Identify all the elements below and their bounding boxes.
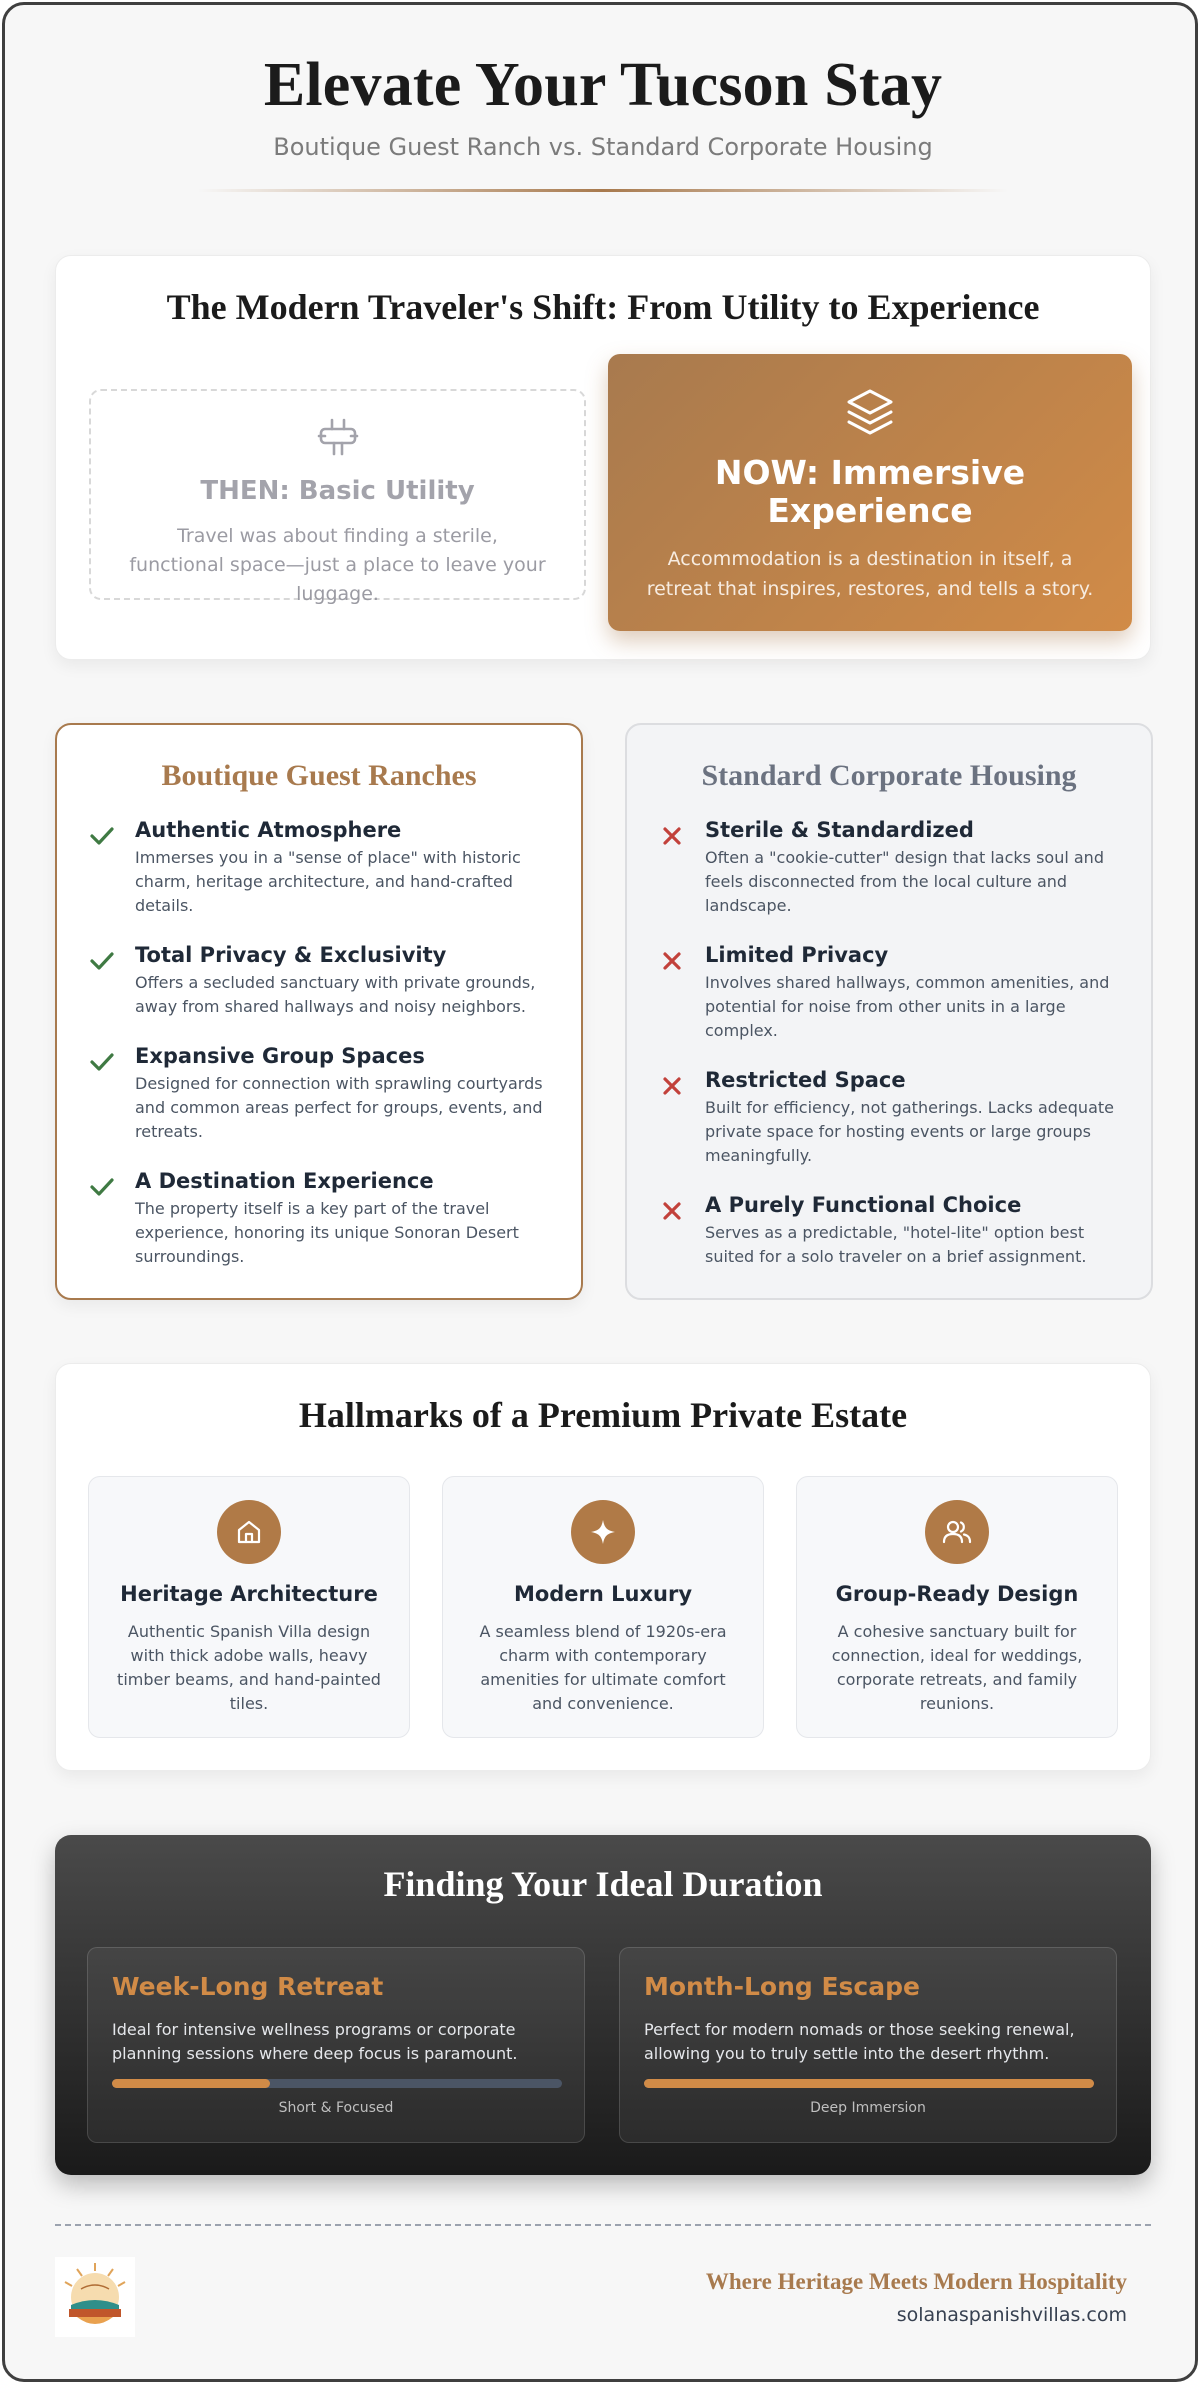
shift-section xyxy=(55,255,1151,660)
corporate-title: Standard Corporate Housing xyxy=(701,759,1077,792)
hallmark-desc: Authentic Spanish Villa design with thick adobe walls, heavy timber beams, and hand-painted tiles. xyxy=(117,1622,381,1713)
corporate-item-desc: Often a "cookie-cutter" design that lacks soul and feels disconnected from the local culture and landscape. xyxy=(705,848,1104,915)
hallmarks-title: Hallmarks of a Premium Private Estate xyxy=(298,1395,908,1435)
corporate-item xyxy=(659,817,1121,918)
boutique-list xyxy=(89,817,551,1293)
page-title: Elevate Your Tucson Stay xyxy=(263,51,943,119)
check-icon xyxy=(89,1049,115,1075)
hallmarks-section xyxy=(55,1363,1151,1771)
corporate-item xyxy=(659,1192,1121,1269)
page-subtitle: Boutique Guest Ranch vs. Standard Corporate Housing xyxy=(273,133,933,161)
boutique-card xyxy=(55,723,583,1300)
now-card xyxy=(608,354,1132,631)
users-icon xyxy=(941,1516,973,1548)
cross-icon xyxy=(659,1073,685,1099)
hallmark-card xyxy=(796,1476,1118,1738)
hallmark-icon-circle xyxy=(925,1500,989,1564)
cross-icon xyxy=(659,1198,685,1224)
boutique-item xyxy=(89,1168,551,1269)
corporate-list xyxy=(659,817,1121,1293)
header xyxy=(5,50,1200,192)
duration-card xyxy=(619,1947,1117,2143)
duration-card-desc: Perfect for modern nomads or those seeking renewal, allowing you to truly settle into the desert rhythm. xyxy=(644,2020,1075,2063)
boutique-item xyxy=(89,817,551,918)
corporate-card xyxy=(625,723,1153,1300)
corporate-item-desc: Built for efficiency, not gatherings. Lacks adequate private space for hosting events or large groups meaningfully. xyxy=(705,1098,1114,1165)
footer-tagline: Where Heritage Meets Modern Hospitality xyxy=(705,2269,1127,2294)
duration-card xyxy=(87,1947,585,2143)
boutique-item-desc: Offers a secluded sanctuary with private grounds, away from shared hallways and noisy neighbors. xyxy=(135,973,536,1016)
boutique-item-title: Expansive Group Spaces xyxy=(135,1044,425,1068)
duration-card-title: Month-Long Escape xyxy=(644,1972,920,2001)
corporate-item-title: Restricted Space xyxy=(705,1068,906,1092)
check-icon xyxy=(89,948,115,974)
boutique-item xyxy=(89,1043,551,1144)
footer-divider xyxy=(55,2224,1151,2226)
boutique-item xyxy=(89,942,551,1019)
solana-logo xyxy=(55,2257,135,2337)
footer-url: solanaspanishvillas.com xyxy=(896,2304,1127,2326)
hallmark-desc: A seamless blend of 1920s-era charm with contemporary amenities for ultimate comfort and convenience. xyxy=(479,1622,727,1713)
check-icon xyxy=(89,823,115,849)
corporate-item xyxy=(659,1067,1121,1168)
shift-title: The Modern Traveler's Shift: From Utility to Experience xyxy=(166,287,1040,327)
corporate-item xyxy=(659,942,1121,1043)
duration-bar-fill xyxy=(112,2079,270,2088)
hallmark-title: Heritage Architecture xyxy=(120,1582,378,1606)
boutique-item-desc: The property itself is a key part of the travel experience, honoring its unique Sonoran Desert surroundings. xyxy=(135,1199,519,1266)
page-frame xyxy=(2,2,1198,2382)
duration-bar xyxy=(644,2079,1094,2088)
duration-card-title: Week-Long Retreat xyxy=(112,1972,384,2001)
boutique-item-desc: Designed for connection with sprawling courtyards and common areas perfect for groups, events, and retreats. xyxy=(135,1074,543,1141)
hallmark-card xyxy=(88,1476,410,1738)
then-title: THEN: Basic Utility xyxy=(200,476,475,506)
corporate-item-desc: Involves shared hallways, common amenities, and potential for noise from other units in a large complex. xyxy=(705,973,1110,1040)
cross-icon xyxy=(659,948,685,974)
hallmark-card xyxy=(442,1476,764,1738)
corporate-item-desc: Serves as a predictable, "hotel-lite" option best suited for a solo traveler on a brief assignment. xyxy=(705,1223,1087,1266)
duration-bar-fill xyxy=(644,2079,1094,2088)
boutique-title: Boutique Guest Ranches xyxy=(161,759,477,792)
plug-icon xyxy=(315,416,361,462)
duration-card-desc: Ideal for intensive wellness programs or corporate planning sessions where deep focus is paramount. xyxy=(112,2020,518,2063)
boutique-item-title: Total Privacy & Exclusivity xyxy=(135,943,447,967)
hallmark-desc: A cohesive sanctuary built for connection, ideal for weddings, corporate retreats, and family reunions. xyxy=(831,1622,1083,1713)
now-desc: Accommodation is a destination in itself, a retreat that inspires, restores, and tells a story. xyxy=(646,548,1094,600)
hallmark-icon-circle xyxy=(217,1500,281,1564)
sparkle-icon xyxy=(588,1517,618,1547)
layers-icon xyxy=(844,386,896,438)
now-title: NOW: Immersive Experience xyxy=(714,453,1026,530)
duration-section xyxy=(55,1835,1151,2175)
corporate-item-title: Limited Privacy xyxy=(705,943,889,967)
duration-caption: Deep Immersion xyxy=(810,2100,926,2116)
boutique-item-desc: Immerses you in a "sense of place" with historic charm, heritage architecture, and hand-crafted details. xyxy=(135,848,521,915)
then-desc: Travel was about finding a sterile, functional space—just a place to leave your luggage. xyxy=(129,525,546,605)
home-icon xyxy=(234,1517,264,1547)
then-card xyxy=(89,389,586,605)
duration-bar xyxy=(112,2079,562,2088)
boutique-item-title: Authentic Atmosphere xyxy=(135,818,402,842)
hallmark-icon-circle xyxy=(571,1500,635,1564)
header-divider xyxy=(198,189,1008,192)
corporate-item-title: A Purely Functional Choice xyxy=(705,1193,1022,1217)
check-icon xyxy=(89,1174,115,1200)
boutique-item-title: A Destination Experience xyxy=(135,1169,434,1193)
duration-title: Finding Your Ideal Duration xyxy=(383,1864,823,1904)
hallmark-title: Modern Luxury xyxy=(513,1582,693,1606)
hallmark-title: Group-Ready Design xyxy=(835,1582,1079,1606)
duration-caption: Short & Focused xyxy=(278,2100,394,2116)
corporate-item-title: Sterile & Standardized xyxy=(705,818,974,842)
cross-icon xyxy=(659,823,685,849)
